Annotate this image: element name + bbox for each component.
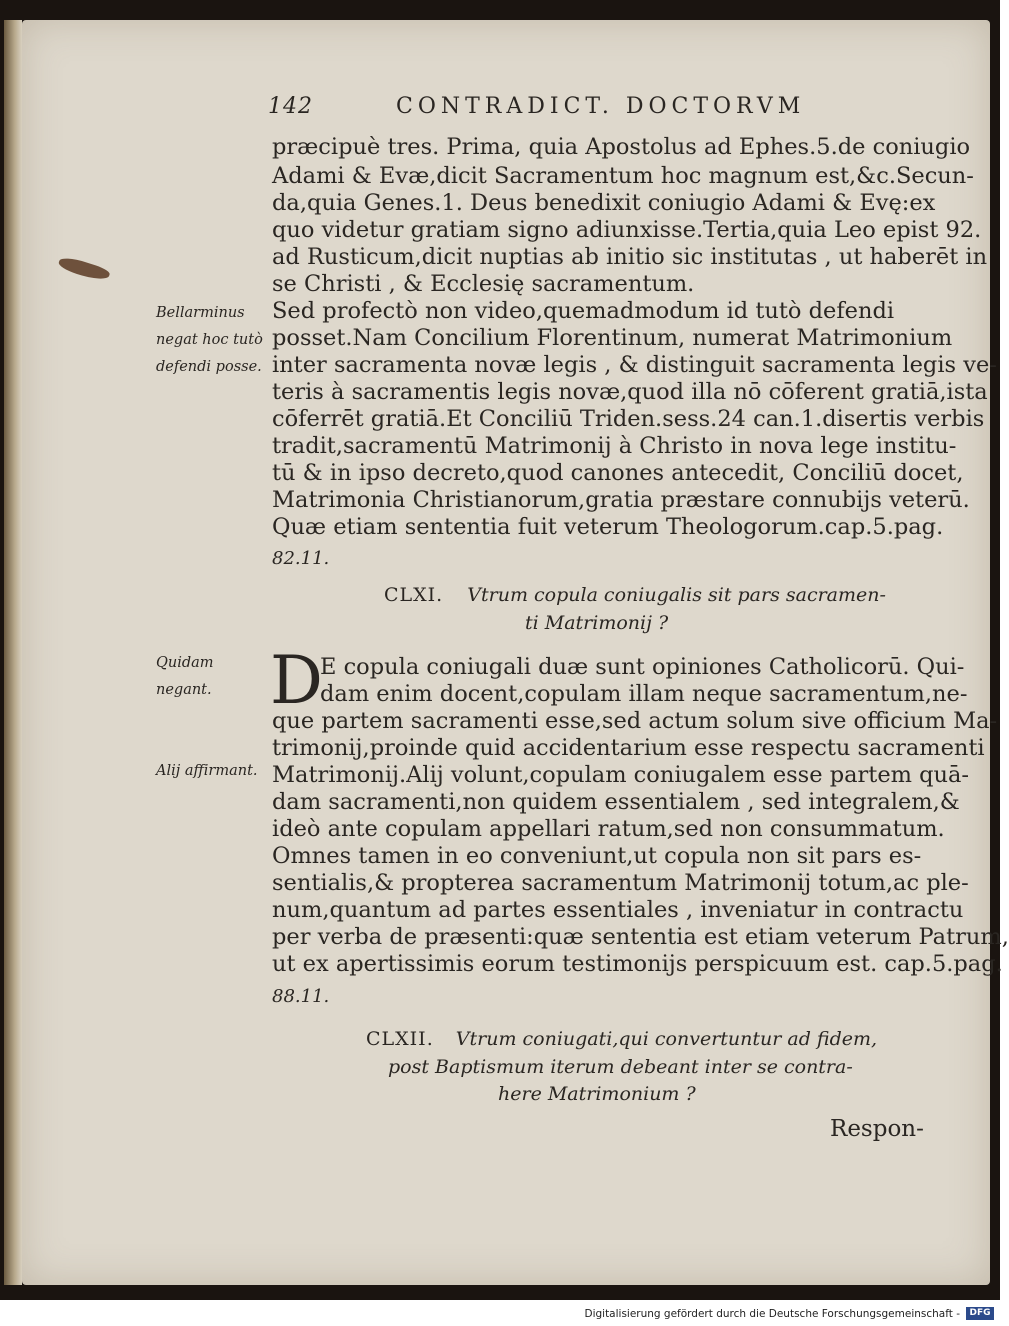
body-line: Sed profectò non video,quemadmodum id tutò defendi: [272, 298, 895, 324]
section-number: CLXII.: [366, 1028, 434, 1050]
section-heading: [366, 1028, 877, 1050]
body-line: præcipuè tres. Prima, quia Apostolus ad Ephes.5.de coniugio: [272, 134, 971, 160]
body-line: Matrimonij.Alij volunt,copulam coniugalem esse partem quā-: [272, 762, 970, 788]
body-line: da,quia Genes.1. Deus benedixit coniugio Adami & Evę:ex: [272, 190, 936, 216]
section-title-line: Vtrum coniugati,qui convertuntur ad fidem,: [455, 1028, 878, 1050]
body-line: dam enim docent,copulam illam neque sacramentum,ne-: [320, 681, 968, 707]
catchword: Respon-: [830, 1116, 924, 1142]
body-line: sentialis,& propterea sacramentum Matrimonij totum,ac ple-: [272, 870, 969, 896]
body-line: Matrimonia Christianorum,gratia præstare connubijs veterū.: [272, 487, 970, 513]
page-reference: 82.11.: [272, 548, 330, 569]
section-title-line: post Baptismum iterum debeant inter se contra-: [388, 1056, 853, 1078]
body-line: per verba de præsenti:quæ sententia est etiam veterum Patrum,: [272, 924, 1009, 950]
body-line: ut ex apertissimis eorum testimonijs perspicuum est. cap.5.pag.: [272, 951, 1003, 977]
body-line: num,quantum ad partes essentiales , inveniatur in contractu: [272, 897, 964, 923]
body-line: tradit,sacramentū Matrimonij à Christo in nova lege institu-: [272, 433, 957, 459]
book-spine-edge: [4, 20, 22, 1285]
footer-bar: [0, 1300, 1000, 1326]
running-title: CONTRADICT. DOCTORVM: [396, 94, 806, 119]
body-line: cōferrēt gratiā.Et Conciliū Triden.sess.24 can.1.disertis verbis: [272, 406, 985, 432]
drop-cap: D: [270, 642, 323, 719]
section-title-line: ti Matrimonij ?: [525, 612, 669, 634]
body-line: E copula coniugali duæ sunt opiniones Catholicorū. Qui-: [320, 654, 965, 680]
page-reference: 88.11.: [272, 986, 330, 1007]
body-line: ideò ante copulam appellari ratum,sed non consummatum.: [272, 816, 945, 842]
body-line: quo videtur gratiam signo adiunxisse.Tertia,quia Leo epist 92.: [272, 217, 982, 243]
page-number: 142: [268, 94, 313, 119]
dfg-logo: DFG: [966, 1307, 994, 1320]
body-line: Omnes tamen in eo conveniunt,ut copula non sit pars es-: [272, 843, 922, 869]
margin-note-alij: Alij affirmant.: [156, 763, 258, 779]
body-line: trimonij,proinde quid accidentarium esse respectu sacramenti: [272, 735, 985, 761]
body-line: que partem sacramenti esse,sed actum solum sive officium Ma-: [272, 708, 998, 734]
body-line: posset.Nam Concilium Florentinum, numerat Matrimonium: [272, 325, 953, 351]
margin-note-quidam: Quidam negant.: [156, 655, 214, 698]
body-line: se Christi , & Ecclesię sacramentum.: [272, 271, 695, 297]
margin-note-bellarminus: Bellarminus negat hoc tutò defendi posse.: [156, 305, 263, 375]
body-line: ad Rusticum,dicit nuptias ab initio sic institutas , ut haberēt in: [272, 244, 988, 270]
body-line: Adami & Evæ,dicit Sacramentum hoc magnum est,&c.Secun-: [272, 163, 974, 189]
section-title-line: Vtrum copula coniugalis sit pars sacramen-: [467, 584, 886, 606]
body-line: inter sacramenta novæ legis , & distinguit sacramenta legis ve-: [272, 352, 997, 378]
section-heading: [384, 584, 886, 606]
body-line: tū & in ipso decreto,quod canones antecedit, Conciliū docet,: [272, 460, 964, 486]
section-number: CLXI.: [384, 584, 444, 606]
page-header: [268, 94, 948, 126]
body-line: Quæ etiam sententia fuit veterum Theologorum.cap.5.pag.: [272, 514, 944, 540]
body-line: dam sacramenti,non quidem essentialem , sed integralem,&: [272, 789, 960, 815]
body-line: teris à sacramentis legis novæ,quod illa nō cōferent gratiā,ista: [272, 379, 988, 405]
section-title-line: here Matrimonium ?: [498, 1083, 696, 1105]
footer-credit: Digitalisierung gefördert durch die Deutsche Forschungsgemeinschaft -: [584, 1308, 960, 1320]
